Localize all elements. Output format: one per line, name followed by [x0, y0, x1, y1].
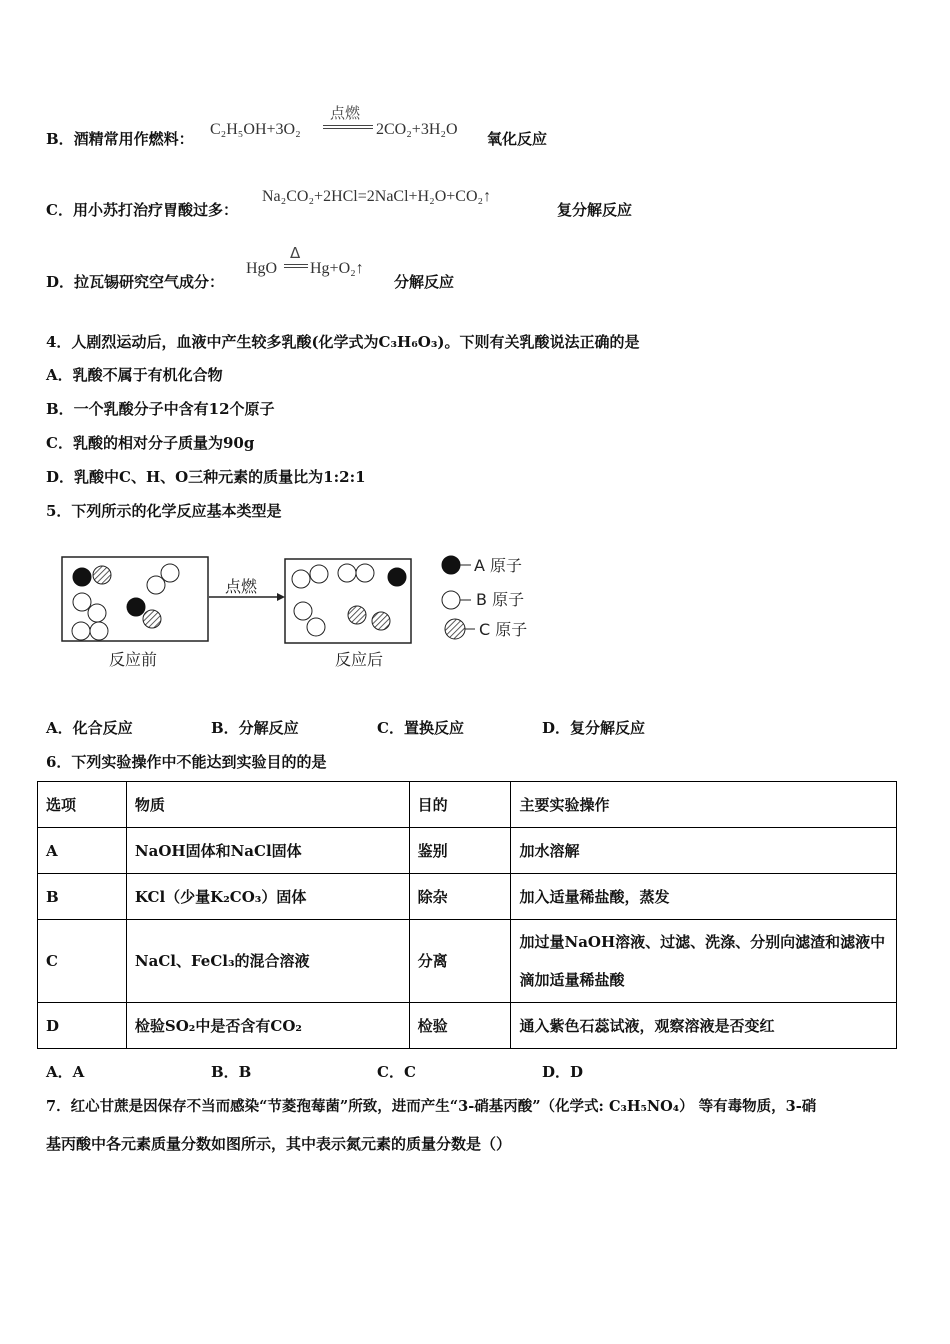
table-cell: NaOH固体和NaCl固体 — [126, 828, 409, 874]
q3-option-c-label: C．用小苏打治疗胃酸过多： — [46, 201, 238, 219]
table-cell: 加入适量稀盐酸，蒸发 — [511, 874, 897, 920]
q6-option-d: D．D — [542, 1063, 584, 1081]
legend-b: B 原子 — [476, 590, 525, 609]
table-row — [38, 1003, 897, 1049]
legend-c: C 原子 — [479, 620, 528, 639]
table-cell: 通入紫色石蕊试液，观察溶液是否变红 — [511, 1003, 897, 1049]
q3-option-c-type: 复分解反应 — [557, 201, 633, 219]
table-cell: D — [38, 1003, 127, 1049]
q3-option-d-type: 分解反应 — [394, 273, 455, 291]
q6-table — [37, 781, 897, 1049]
reaction-equals-sign — [284, 264, 308, 268]
q3-option-b-eq-left: C₂H₅OH+3O₂ — [210, 121, 301, 138]
q4-option-b: B．一个乳酸分子中含有12个原子 — [46, 400, 275, 418]
table-cell: 除杂 — [409, 874, 511, 920]
before-label: 反应前 — [109, 650, 158, 669]
header-option: 选项 — [38, 782, 127, 828]
table-cell: 分离 — [409, 920, 511, 1003]
q4-stem: 4．人剧烈运动后，血液中产生较多乳酸(化学式为C₃H₆O₃)。下则有关乳酸说法正确的是 — [46, 333, 640, 351]
q6-stem: 6．下列实验操作中不能达到实验目的的是 — [46, 753, 327, 771]
q3-option-d-eq-right: Hg+O₂↑ — [310, 260, 364, 277]
table-cell: 加过量NaOH溶液、过滤、洗涤、分别向滤渣和滤液中滴加适量稀盐酸 — [511, 920, 897, 1003]
q5-option-d: D．复分解反应 — [542, 719, 646, 737]
q5-option-a: A．化合反应 — [46, 719, 133, 737]
table-header-row — [38, 782, 897, 828]
q6-option-b: B．B — [211, 1063, 252, 1081]
q5-stem: 5．下列所示的化学反应基本类型是 — [46, 502, 282, 520]
q3-option-b-eq-right: 2CO₂+3H₂O — [376, 121, 458, 138]
q6-option-c: C．C — [377, 1063, 416, 1081]
table-cell: C — [38, 920, 127, 1003]
reaction-diagram — [55, 545, 555, 675]
q3-option-b-condition: 点燃 — [330, 104, 361, 122]
table-cell: 加水溶解 — [511, 828, 897, 874]
header-purpose: 目的 — [409, 782, 511, 828]
table-row — [38, 828, 897, 874]
after-label: 反应后 — [335, 650, 384, 669]
q3-option-d-eq-left: HgO — [246, 260, 278, 277]
table-cell: NaCl、FeCl₃的混合溶液 — [126, 920, 409, 1003]
q4-option-d: D．乳酸中C、H、O三种元素的质量比为1:2:1 — [46, 468, 366, 486]
q7-line-1: 7．红心甘蔗是因保存不当而感染“节菱孢莓菌”所致，进而产生“3-硝基丙酸”（化学式: C₃H₅NO₄） 等有毒物质，3-硝 — [46, 1098, 817, 1115]
table-cell: 检验SO₂中是否含有CO₂ — [126, 1003, 409, 1049]
q3-option-d-label: D．拉瓦锡研究空气成分： — [46, 273, 225, 291]
header-operation: 主要实验操作 — [511, 782, 897, 828]
q7-line-2: 基丙酸中各元素质量分数如图所示，其中表示氮元素的质量分数是（） — [46, 1135, 512, 1153]
table-cell: B — [38, 874, 127, 920]
table-row — [38, 874, 897, 920]
q4-option-a: A．乳酸不属于有机化合物 — [46, 366, 223, 384]
header-substance: 物质 — [126, 782, 409, 828]
q6-option-a: A．A — [46, 1063, 85, 1081]
q5-option-c: C．置换反应 — [377, 719, 464, 737]
q3-option-b-type: 氧化反应 — [487, 130, 548, 148]
table-cell: KCl（少量K₂CO₃）固体 — [126, 874, 409, 920]
table-row — [38, 920, 897, 1003]
q5-option-b: B．分解反应 — [211, 719, 299, 737]
q4-option-c: C．乳酸的相对分子质量为90g — [46, 434, 255, 452]
q3-option-c-eq: Na₂CO₂+2HCl=2NaCl+H₂O+CO₂↑ — [262, 188, 492, 205]
q3-option-d-condition: Δ — [290, 244, 301, 262]
table-cell: 检验 — [409, 1003, 511, 1049]
table-cell: A — [38, 828, 127, 874]
q3-option-b-label: B．酒精常用作燃料： — [46, 130, 194, 148]
table-cell: 鉴别 — [409, 828, 511, 874]
reaction-equals-sign — [323, 125, 373, 129]
arrow-label: 点燃 — [225, 577, 258, 596]
legend-a: A 原子 — [474, 556, 523, 575]
